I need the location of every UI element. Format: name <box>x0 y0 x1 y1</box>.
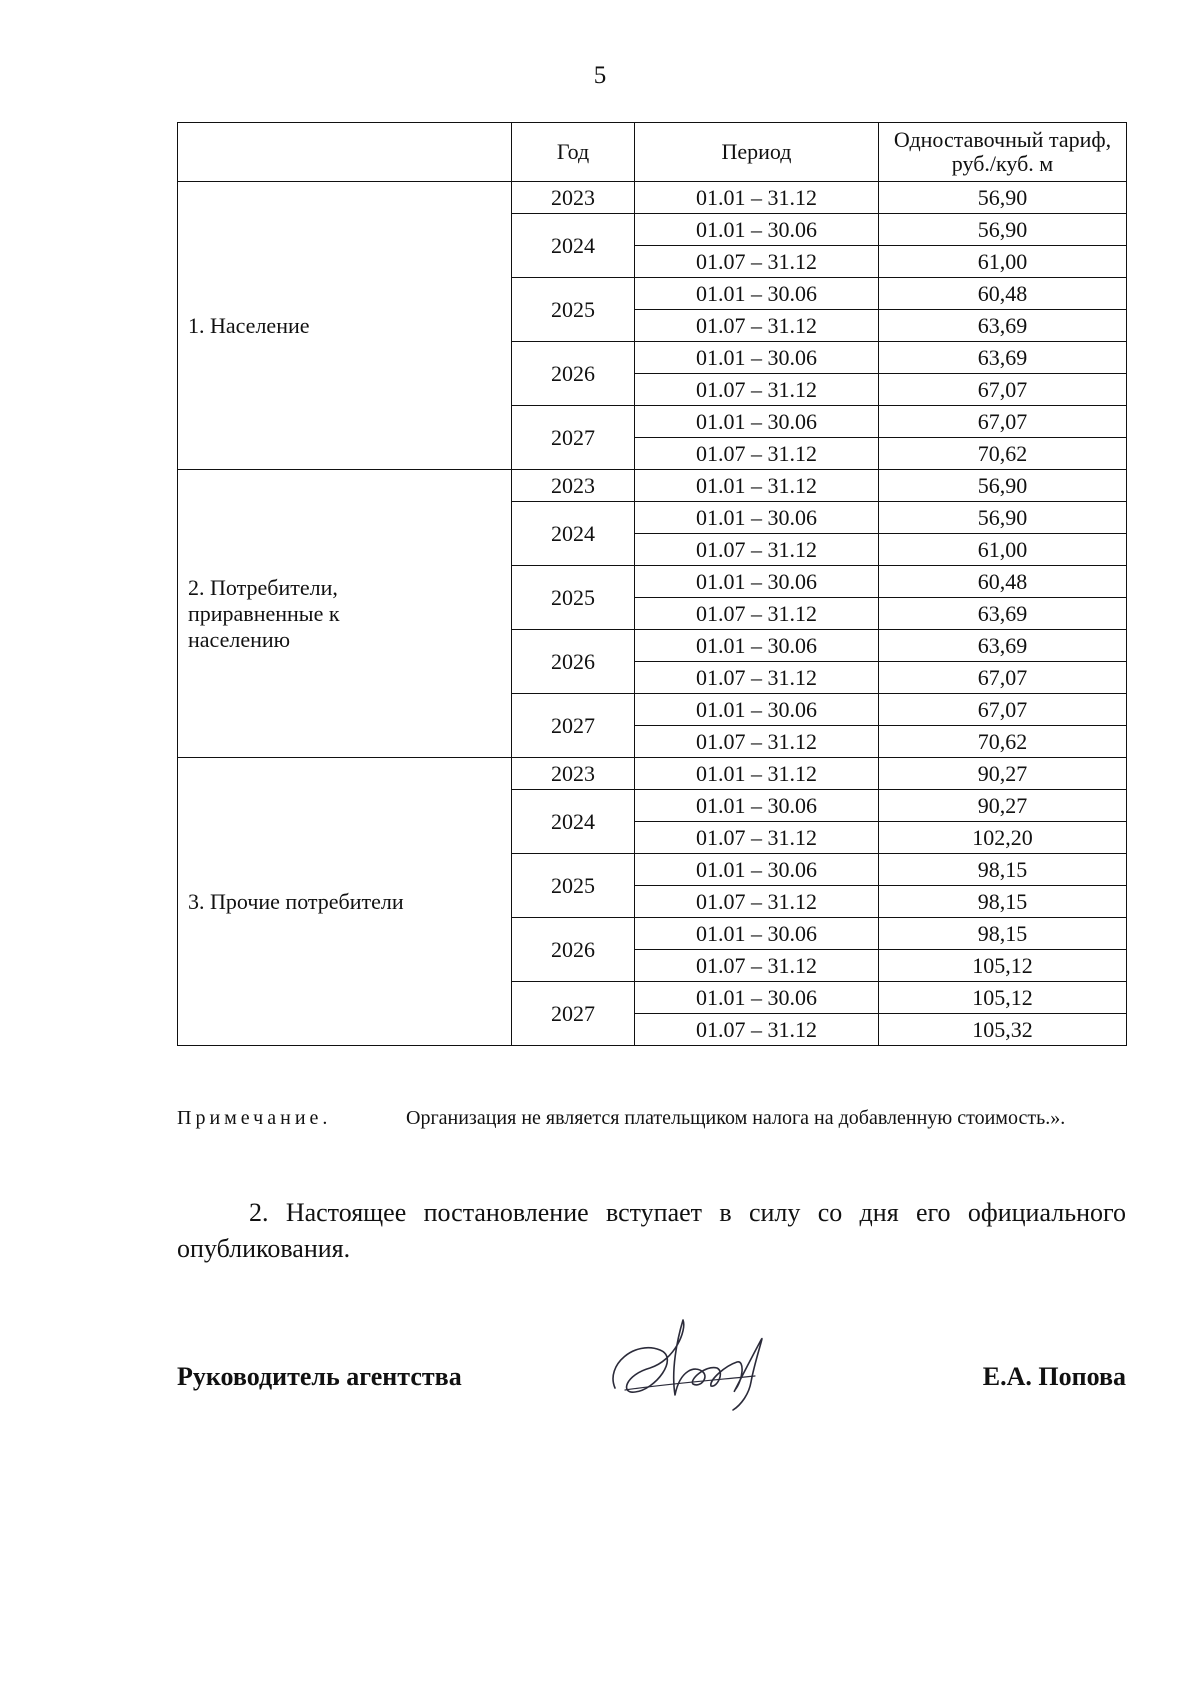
period-cell: 01.07 – 31.12 <box>635 310 879 342</box>
year-cell: 2024 <box>512 502 635 566</box>
tariff-cell: 56,90 <box>879 502 1127 534</box>
signer-name: Е.А. Попова <box>982 1362 1126 1391</box>
period-cell: 01.01 – 31.12 <box>635 182 879 214</box>
clause-2: 2. Настоящее постановление вступает в силу со дня его официального опубликования. <box>177 1198 1126 1263</box>
year-cell: 2025 <box>512 854 635 918</box>
tariff-cell: 56,90 <box>879 182 1127 214</box>
period-cell: 01.07 – 31.12 <box>635 886 879 918</box>
period-cell: 01.07 – 31.12 <box>635 822 879 854</box>
tariff-cell: 98,15 <box>879 854 1127 886</box>
period-cell: 01.01 – 30.06 <box>635 566 879 598</box>
signature-block <box>177 1350 1126 1410</box>
tariff-cell: 90,27 <box>879 758 1127 790</box>
year-cell: 2023 <box>512 182 635 214</box>
note <box>177 1105 1126 1132</box>
year-cell: 2024 <box>512 214 635 278</box>
consumer-group-label: 1. Население <box>178 182 512 470</box>
consumer-group-label: 3. Прочие потребители <box>178 758 512 1046</box>
period-cell: 01.07 – 31.12 <box>635 374 879 406</box>
period-cell: 01.01 – 30.06 <box>635 694 879 726</box>
tariff-cell: 61,00 <box>879 534 1127 566</box>
period-cell: 01.07 – 31.12 <box>635 246 879 278</box>
tariff-cell: 67,07 <box>879 406 1127 438</box>
tariff-cell: 60,48 <box>879 278 1127 310</box>
year-cell: 2026 <box>512 342 635 406</box>
tariff-table <box>177 122 1127 1046</box>
signer-title: Руководитель агентства <box>177 1362 462 1391</box>
year-cell: 2026 <box>512 918 635 982</box>
tariff-cell: 90,27 <box>879 790 1127 822</box>
note-text: Организация не является плательщиком налога на добавленную стоимость.». <box>406 1107 1066 1129</box>
tariff-cell: 105,12 <box>879 950 1127 982</box>
year-cell: 2027 <box>512 982 635 1046</box>
period-cell: 01.01 – 30.06 <box>635 630 879 662</box>
period-cell: 01.07 – 31.12 <box>635 438 879 470</box>
period-cell: 01.01 – 30.06 <box>635 854 879 886</box>
tariff-cell: 63,69 <box>879 630 1127 662</box>
period-cell: 01.01 – 30.06 <box>635 278 879 310</box>
tariff-cell: 63,69 <box>879 598 1127 630</box>
table-row <box>178 470 1127 502</box>
period-cell: 01.01 – 30.06 <box>635 790 879 822</box>
year-cell: 2025 <box>512 278 635 342</box>
header-group <box>178 123 512 182</box>
period-cell: 01.07 – 31.12 <box>635 726 879 758</box>
period-cell: 01.01 – 30.06 <box>635 918 879 950</box>
tariff-cell: 67,07 <box>879 374 1127 406</box>
table-row <box>178 182 1127 214</box>
table-header-row <box>178 123 1127 182</box>
period-cell: 01.01 – 30.06 <box>635 214 879 246</box>
period-cell: 01.07 – 31.12 <box>635 950 879 982</box>
header-tariff: Одноставочный тариф, руб./куб. м <box>879 123 1127 182</box>
tariff-cell: 60,48 <box>879 566 1127 598</box>
tariff-cell: 98,15 <box>879 918 1127 950</box>
year-cell: 2027 <box>512 406 635 470</box>
year-cell: 2024 <box>512 790 635 854</box>
year-cell: 2023 <box>512 758 635 790</box>
tariff-cell: 63,69 <box>879 342 1127 374</box>
tariff-cell: 67,07 <box>879 662 1127 694</box>
period-cell: 01.07 – 31.12 <box>635 662 879 694</box>
period-cell: 01.01 – 30.06 <box>635 982 879 1014</box>
page-number: 5 <box>593 62 607 89</box>
period-cell: 01.07 – 31.12 <box>635 1014 879 1046</box>
header-year: Год <box>512 123 635 182</box>
period-cell: 01.07 – 31.12 <box>635 534 879 566</box>
note-label: Примечание. <box>177 1107 332 1129</box>
tariff-table-body <box>178 182 1127 1046</box>
year-cell: 2026 <box>512 630 635 694</box>
tariff-cell: 70,62 <box>879 726 1127 758</box>
consumer-group-label: 2. Потребители, приравненные к населению <box>178 470 512 758</box>
year-cell: 2027 <box>512 694 635 758</box>
tariff-cell: 67,07 <box>879 694 1127 726</box>
period-cell: 01.01 – 31.12 <box>635 758 879 790</box>
tariff-cell: 98,15 <box>879 886 1127 918</box>
tariff-cell: 63,69 <box>879 310 1127 342</box>
tariff-cell: 105,12 <box>879 982 1127 1014</box>
year-cell: 2025 <box>512 566 635 630</box>
period-cell: 01.01 – 30.06 <box>635 502 879 534</box>
tariff-cell: 70,62 <box>879 438 1127 470</box>
tariff-cell: 105,32 <box>879 1014 1127 1046</box>
year-cell: 2023 <box>512 470 635 502</box>
handwritten-signature <box>605 1310 785 1420</box>
header-period: Период <box>635 123 879 182</box>
tariff-cell: 61,00 <box>879 246 1127 278</box>
tariff-cell: 56,90 <box>879 470 1127 502</box>
tariff-cell: 56,90 <box>879 214 1127 246</box>
period-cell: 01.01 – 31.12 <box>635 470 879 502</box>
period-cell: 01.07 – 31.12 <box>635 598 879 630</box>
period-cell: 01.01 – 30.06 <box>635 342 879 374</box>
tariff-cell: 102,20 <box>879 822 1127 854</box>
period-cell: 01.01 – 30.06 <box>635 406 879 438</box>
table-row <box>178 758 1127 790</box>
